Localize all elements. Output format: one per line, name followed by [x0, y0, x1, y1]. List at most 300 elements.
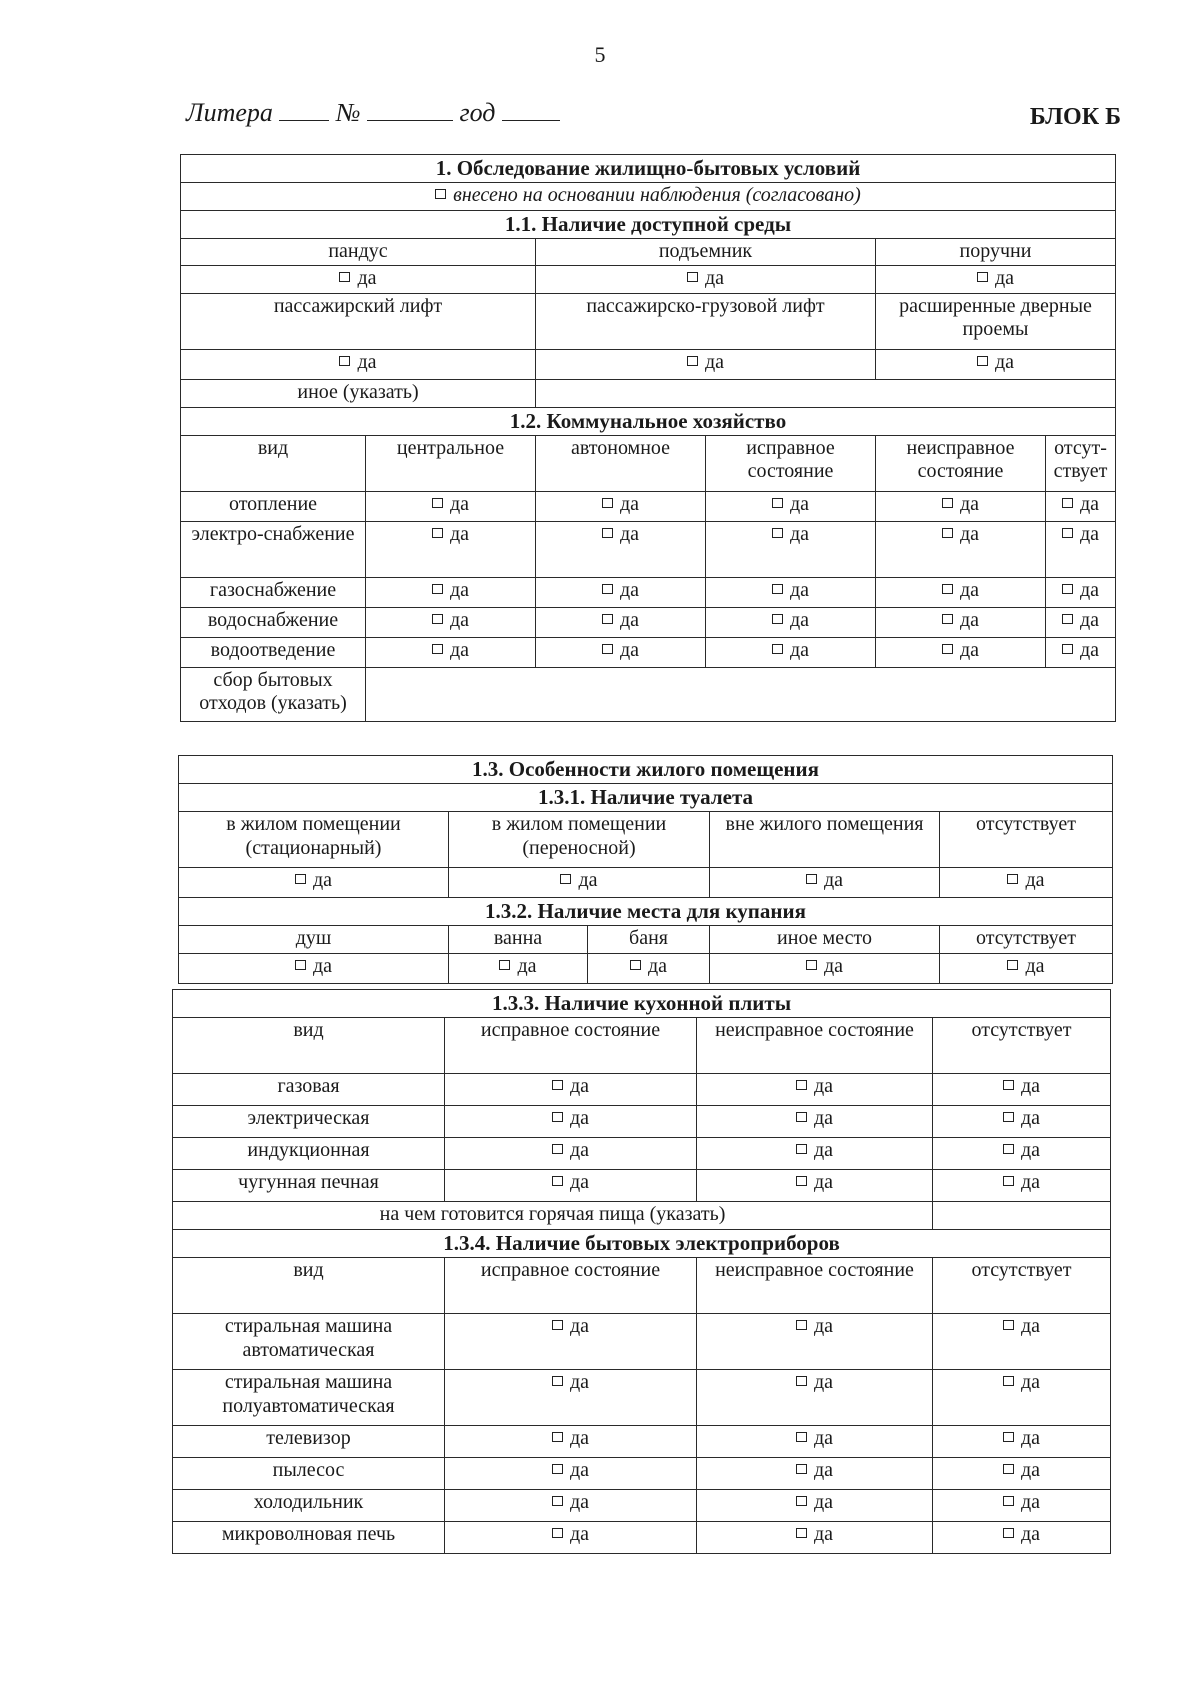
- number-label: №: [335, 98, 361, 127]
- checkbox[interactable]: [1003, 1176, 1014, 1186]
- yes-label: да: [704, 350, 725, 373]
- checkbox[interactable]: [602, 644, 613, 654]
- option-cell[interactable]: [697, 1490, 933, 1522]
- ramp-option[interactable]: [181, 265, 536, 293]
- yes-label: да: [813, 1459, 834, 1481]
- lift-option[interactable]: [536, 265, 876, 293]
- other-field[interactable]: [536, 379, 1116, 407]
- wide-doors-option[interactable]: [876, 349, 1116, 379]
- option-cell[interactable]: [933, 1170, 1111, 1202]
- observation-note-text: внесено на основании наблюдения (согласовано): [453, 184, 861, 206]
- number-blank[interactable]: [367, 98, 453, 121]
- checkbox[interactable]: [1062, 614, 1073, 624]
- table-row: [181, 521, 1116, 577]
- table-row: [181, 607, 1116, 637]
- checkbox[interactable]: [1003, 1432, 1014, 1442]
- checkbox[interactable]: [942, 498, 953, 508]
- yes-label: да: [357, 266, 377, 289]
- checkbox[interactable]: [796, 1112, 807, 1122]
- yes-label: да: [619, 578, 640, 601]
- checkbox[interactable]: [942, 528, 953, 538]
- option-cell[interactable]: [697, 1426, 933, 1458]
- checkbox[interactable]: [432, 644, 443, 654]
- yes-label: да: [813, 1523, 834, 1545]
- section-1-3-2-title: 1.3.2. Наличие места для купания: [179, 898, 1113, 926]
- yes-label: да: [1020, 1171, 1041, 1193]
- column-header: неисправное состояние: [876, 435, 1046, 491]
- option-cell[interactable]: [697, 1314, 933, 1370]
- checkbox[interactable]: [1003, 1144, 1014, 1154]
- checkbox[interactable]: [432, 584, 443, 594]
- yes-label: да: [1079, 608, 1100, 631]
- form-header: [186, 98, 1121, 132]
- yes-label: да: [704, 266, 725, 289]
- yes-label: да: [312, 955, 333, 977]
- yes-label: да: [619, 608, 640, 631]
- option-cell[interactable]: [933, 1490, 1111, 1522]
- cargo-lift-option[interactable]: [536, 349, 876, 379]
- option-cell[interactable]: [1046, 491, 1116, 521]
- checkbox[interactable]: [806, 874, 817, 884]
- wide-doors-label: расширенные дверные проемы: [876, 293, 1116, 349]
- yes-label: да: [619, 638, 640, 661]
- yes-label: да: [449, 578, 470, 601]
- column-header: исправное состояние: [445, 1018, 697, 1074]
- checkbox[interactable]: [796, 1080, 807, 1090]
- table-row: [173, 1458, 1111, 1490]
- option-cell[interactable]: [940, 954, 1113, 984]
- litera-line: [186, 98, 560, 128]
- option-cell[interactable]: [449, 868, 710, 898]
- checkbox[interactable]: [432, 614, 443, 624]
- option-cell[interactable]: [366, 637, 536, 667]
- option-cell[interactable]: [445, 1370, 697, 1426]
- year-label: год: [459, 98, 496, 127]
- survey-table: [180, 154, 1116, 722]
- yes-label: да: [959, 522, 980, 545]
- option-cell[interactable]: [706, 637, 876, 667]
- checkbox[interactable]: [602, 584, 613, 594]
- other-label: иное (указать): [181, 379, 536, 407]
- option-cell[interactable]: [445, 1490, 697, 1522]
- checkbox[interactable]: [796, 1176, 807, 1186]
- checkbox[interactable]: [552, 1176, 563, 1186]
- option-cell[interactable]: [876, 637, 1046, 667]
- section-1-2-title: 1.2. Коммунальное хозяйство: [181, 407, 1116, 435]
- yes-label: да: [619, 492, 640, 515]
- yes-label: да: [813, 1491, 834, 1513]
- option-cell[interactable]: [1046, 607, 1116, 637]
- cargo-lift-label: пассажирско-грузовой лифт: [536, 293, 876, 349]
- column-header: вид: [181, 435, 366, 491]
- option-cell[interactable]: [445, 1170, 697, 1202]
- column-header: вид: [173, 1018, 445, 1074]
- checkbox[interactable]: [552, 1112, 563, 1122]
- checkbox[interactable]: [1003, 1080, 1014, 1090]
- checkbox[interactable]: [1003, 1320, 1014, 1330]
- column-header: отсутствует: [940, 926, 1113, 954]
- hot-food-field[interactable]: [933, 1202, 1111, 1230]
- option-cell[interactable]: [449, 954, 588, 984]
- checkbox[interactable]: [772, 614, 783, 624]
- yes-label: да: [1079, 578, 1100, 601]
- yes-label: да: [813, 1075, 834, 1097]
- table-row: [181, 637, 1116, 667]
- checkbox[interactable]: [772, 528, 783, 538]
- option-cell[interactable]: [445, 1426, 697, 1458]
- yes-label: да: [959, 638, 980, 661]
- table-row: [181, 577, 1116, 607]
- option-cell[interactable]: [933, 1458, 1111, 1490]
- column-header: неисправное состояние: [697, 1258, 933, 1314]
- row-label: чугунная печная: [173, 1170, 445, 1202]
- section-1-title: 1. Обследование жилищно-бытовых условий: [181, 155, 1116, 183]
- yes-label: да: [1020, 1427, 1041, 1449]
- table-row: [173, 1314, 1111, 1370]
- checkbox[interactable]: [1062, 528, 1073, 538]
- checkbox[interactable]: [602, 614, 613, 624]
- row-label: газовая: [173, 1074, 445, 1106]
- option-cell[interactable]: [697, 1170, 933, 1202]
- row-label: пылесос: [173, 1458, 445, 1490]
- page-number: 5: [594, 42, 606, 67]
- option-cell[interactable]: [876, 521, 1046, 577]
- yes-label: да: [449, 492, 470, 515]
- column-header: в жилом помещении (переносной): [449, 812, 710, 868]
- block-label: БЛОК Б: [1029, 104, 1121, 130]
- row-label: газоснабжение: [181, 577, 366, 607]
- yes-label: да: [1025, 869, 1045, 891]
- column-header: душ: [179, 926, 449, 954]
- checkbox[interactable]: [1003, 1496, 1014, 1506]
- checkbox[interactable]: [602, 498, 613, 508]
- yes-label: да: [569, 1459, 590, 1481]
- yes-label: да: [959, 608, 980, 631]
- table-row: [181, 491, 1116, 521]
- yes-label: да: [994, 266, 1015, 289]
- yes-label: да: [569, 1171, 590, 1193]
- yes-label: да: [1025, 955, 1045, 977]
- table-row: [173, 1170, 1111, 1202]
- checkbox[interactable]: [552, 1432, 563, 1442]
- table-row: [173, 1426, 1111, 1458]
- checkbox[interactable]: [796, 1376, 807, 1386]
- yes-label: да: [647, 955, 668, 977]
- lift-label: подъемник: [536, 239, 876, 266]
- table-row: [173, 1138, 1111, 1170]
- section-1-1-title: 1.1. Наличие доступной среды: [181, 211, 1116, 239]
- yes-label: да: [813, 1139, 834, 1161]
- yes-label: да: [813, 1107, 834, 1129]
- column-header: иное место: [710, 926, 940, 954]
- option-cell[interactable]: [536, 577, 706, 607]
- yes-label: да: [449, 608, 470, 631]
- table-row: [173, 1370, 1111, 1426]
- table-row: [173, 1522, 1111, 1554]
- row-label: стиральная машина автоматическая: [173, 1314, 445, 1370]
- yes-label: да: [789, 638, 810, 661]
- option-cell[interactable]: [697, 1370, 933, 1426]
- checkbox[interactable]: [796, 1464, 807, 1474]
- checkbox[interactable]: [630, 960, 641, 970]
- table-row: [173, 1074, 1111, 1106]
- option-cell[interactable]: [366, 521, 536, 577]
- checkbox[interactable]: [1062, 584, 1073, 594]
- yes-label: да: [823, 869, 844, 891]
- row-label: стиральная машина полуавтоматическая: [173, 1370, 445, 1426]
- yes-label: да: [959, 578, 980, 601]
- column-header: автономное: [536, 435, 706, 491]
- yes-label: да: [569, 1523, 590, 1545]
- passenger-lift-label: пассажирский лифт: [181, 293, 536, 349]
- option-cell[interactable]: [697, 1458, 933, 1490]
- yes-label: да: [569, 1371, 590, 1393]
- option-cell[interactable]: [536, 521, 706, 577]
- option-cell[interactable]: [179, 868, 449, 898]
- option-cell[interactable]: [933, 1426, 1111, 1458]
- option-cell[interactable]: [706, 577, 876, 607]
- checkbox[interactable]: [796, 1320, 807, 1330]
- yes-label: да: [789, 608, 810, 631]
- observation-checkbox[interactable]: [435, 189, 446, 199]
- option-cell[interactable]: [710, 868, 940, 898]
- row-label: электрическая: [173, 1106, 445, 1138]
- checkbox[interactable]: [772, 498, 783, 508]
- option-cell[interactable]: [710, 954, 940, 984]
- column-header: отсутствует: [933, 1018, 1111, 1074]
- yes-label: да: [1020, 1075, 1041, 1097]
- yes-label: да: [449, 522, 470, 545]
- yes-label: да: [1020, 1459, 1041, 1481]
- checkbox[interactable]: [772, 644, 783, 654]
- table-row: [179, 954, 1113, 984]
- option-cell[interactable]: [588, 954, 710, 984]
- checkbox[interactable]: [602, 528, 613, 538]
- yes-label: да: [578, 869, 598, 891]
- yes-label: да: [1020, 1523, 1041, 1545]
- option-cell[interactable]: [697, 1138, 933, 1170]
- option-cell[interactable]: [536, 637, 706, 667]
- option-cell[interactable]: [876, 577, 1046, 607]
- section-1-3-1-title: 1.3.1. Наличие туалета: [179, 784, 1113, 812]
- yes-label: да: [569, 1315, 590, 1337]
- checkbox[interactable]: [339, 272, 350, 282]
- column-header: вид: [173, 1258, 445, 1314]
- checkbox[interactable]: [295, 960, 306, 970]
- checkbox[interactable]: [1003, 1464, 1014, 1474]
- yes-label: да: [1020, 1139, 1041, 1161]
- option-cell[interactable]: [445, 1458, 697, 1490]
- column-header: вне жилого помещения: [710, 812, 940, 868]
- column-header: отсут-ствует: [1046, 435, 1116, 491]
- row-label: отопление: [181, 491, 366, 521]
- checkbox[interactable]: [1007, 874, 1018, 884]
- litera-label: Литера: [186, 98, 273, 127]
- yes-label: да: [813, 1371, 834, 1393]
- column-header: баня: [588, 926, 710, 954]
- checkbox[interactable]: [1007, 960, 1018, 970]
- row-label: телевизор: [173, 1426, 445, 1458]
- checkbox[interactable]: [772, 584, 783, 594]
- option-cell[interactable]: [366, 607, 536, 637]
- checkbox[interactable]: [796, 1432, 807, 1442]
- yes-label: да: [357, 350, 377, 373]
- option-cell[interactable]: [1046, 521, 1116, 577]
- yes-label: да: [569, 1491, 590, 1513]
- checkbox[interactable]: [1003, 1112, 1014, 1122]
- yes-label: да: [517, 955, 537, 977]
- option-cell[interactable]: [706, 521, 876, 577]
- checkbox[interactable]: [942, 614, 953, 624]
- handrails-option[interactable]: [876, 265, 1116, 293]
- waste-label: сбор бытовых отходов (указать): [181, 667, 366, 721]
- checkbox[interactable]: [552, 1080, 563, 1090]
- table-row: [179, 868, 1113, 898]
- option-cell[interactable]: [697, 1074, 933, 1106]
- yes-label: да: [813, 1427, 834, 1449]
- option-cell[interactable]: [445, 1522, 697, 1554]
- checkbox[interactable]: [552, 1464, 563, 1474]
- yes-label: да: [789, 492, 810, 515]
- section-1-3-3-title: 1.3.3. Наличие кухонной плиты: [173, 990, 1111, 1018]
- column-header: центральное: [366, 435, 536, 491]
- checkbox[interactable]: [432, 528, 443, 538]
- column-header: в жилом помещении (стационарный): [179, 812, 449, 868]
- row-label: холодильник: [173, 1490, 445, 1522]
- checkbox[interactable]: [806, 960, 817, 970]
- option-cell[interactable]: [933, 1370, 1111, 1426]
- observation-note: [181, 183, 1116, 211]
- yes-label: да: [789, 522, 810, 545]
- row-label: индукционная: [173, 1138, 445, 1170]
- checkbox[interactable]: [432, 498, 443, 508]
- option-cell[interactable]: [933, 1106, 1111, 1138]
- checkbox[interactable]: [552, 1528, 563, 1538]
- option-cell[interactable]: [876, 607, 1046, 637]
- checkbox[interactable]: [796, 1496, 807, 1506]
- option-cell[interactable]: [876, 491, 1046, 521]
- column-header: отсутствует: [933, 1258, 1111, 1314]
- checkbox[interactable]: [339, 356, 350, 366]
- option-cell[interactable]: [179, 954, 449, 984]
- checkbox[interactable]: [552, 1144, 563, 1154]
- option-cell[interactable]: [536, 607, 706, 637]
- checkbox[interactable]: [499, 960, 510, 970]
- yes-label: да: [569, 1107, 590, 1129]
- dwelling-table: [178, 755, 1113, 984]
- table-row: [173, 1106, 1111, 1138]
- yes-label: да: [813, 1315, 834, 1337]
- option-cell[interactable]: [536, 491, 706, 521]
- yes-label: да: [1020, 1491, 1041, 1513]
- section-1-3-title: 1.3. Особенности жилого помещения: [179, 756, 1113, 784]
- yes-label: да: [959, 492, 980, 515]
- yes-label: да: [449, 638, 470, 661]
- option-cell[interactable]: [445, 1074, 697, 1106]
- option-cell[interactable]: [933, 1522, 1111, 1554]
- option-cell[interactable]: [697, 1522, 933, 1554]
- yes-label: да: [994, 350, 1015, 373]
- option-cell[interactable]: [1046, 637, 1116, 667]
- option-cell[interactable]: [706, 491, 876, 521]
- yes-label: да: [823, 955, 844, 977]
- yes-label: да: [1079, 492, 1100, 515]
- yes-label: да: [1020, 1371, 1041, 1393]
- yes-label: да: [569, 1075, 590, 1097]
- option-cell[interactable]: [1046, 577, 1116, 607]
- handrails-label: поручни: [876, 239, 1116, 266]
- checkbox[interactable]: [942, 644, 953, 654]
- checkbox[interactable]: [1062, 498, 1073, 508]
- checkbox[interactable]: [552, 1496, 563, 1506]
- yes-label: да: [1020, 1315, 1041, 1337]
- checkbox[interactable]: [552, 1376, 563, 1386]
- appliances-table: [172, 989, 1111, 1554]
- option-cell[interactable]: [706, 607, 876, 637]
- yes-label: да: [1079, 638, 1100, 661]
- option-cell[interactable]: [445, 1314, 697, 1370]
- litera-blank[interactable]: [279, 98, 329, 121]
- checkbox[interactable]: [295, 874, 306, 884]
- option-cell[interactable]: [445, 1138, 697, 1170]
- checkbox[interactable]: [977, 272, 988, 282]
- checkbox[interactable]: [1003, 1528, 1014, 1538]
- section-1-3-4-title: 1.3.4. Наличие бытовых электроприборов: [173, 1230, 1111, 1258]
- checkbox[interactable]: [942, 584, 953, 594]
- waste-field[interactable]: [366, 667, 1116, 721]
- checkbox[interactable]: [687, 356, 698, 366]
- yes-label: да: [789, 578, 810, 601]
- checkbox[interactable]: [560, 874, 571, 884]
- passenger-lift-option[interactable]: [181, 349, 536, 379]
- yes-label: да: [619, 522, 640, 545]
- checkbox[interactable]: [687, 272, 698, 282]
- yes-label: да: [1020, 1107, 1041, 1129]
- yes-label: да: [813, 1171, 834, 1193]
- checkbox[interactable]: [1003, 1376, 1014, 1386]
- checkbox[interactable]: [552, 1320, 563, 1330]
- option-cell[interactable]: [366, 577, 536, 607]
- checkbox[interactable]: [1062, 644, 1073, 654]
- yes-label: да: [569, 1427, 590, 1449]
- checkbox[interactable]: [796, 1144, 807, 1154]
- yes-label: да: [312, 869, 333, 891]
- column-header: исправное состояние: [706, 435, 876, 491]
- row-label: микроволновая печь: [173, 1522, 445, 1554]
- row-label: водоотведение: [181, 637, 366, 667]
- option-cell[interactable]: [697, 1106, 933, 1138]
- option-cell[interactable]: [445, 1106, 697, 1138]
- option-cell[interactable]: [366, 491, 536, 521]
- yes-label: да: [1079, 522, 1100, 545]
- column-header: ванна: [449, 926, 588, 954]
- option-cell[interactable]: [933, 1074, 1111, 1106]
- row-label: водоснабжение: [181, 607, 366, 637]
- hot-food-label: на чем готовится горячая пища (указать): [173, 1202, 933, 1230]
- checkbox[interactable]: [977, 356, 988, 366]
- year-blank[interactable]: [502, 98, 560, 121]
- yes-label: да: [569, 1139, 590, 1161]
- option-cell[interactable]: [933, 1314, 1111, 1370]
- column-header: отсутствует: [940, 812, 1113, 868]
- checkbox[interactable]: [796, 1528, 807, 1538]
- option-cell[interactable]: [933, 1138, 1111, 1170]
- table-row: [173, 1490, 1111, 1522]
- row-label: электро-снабжение: [181, 521, 366, 577]
- option-cell[interactable]: [940, 868, 1113, 898]
- column-header: неисправное состояние: [697, 1018, 933, 1074]
- column-header: исправное состояние: [445, 1258, 697, 1314]
